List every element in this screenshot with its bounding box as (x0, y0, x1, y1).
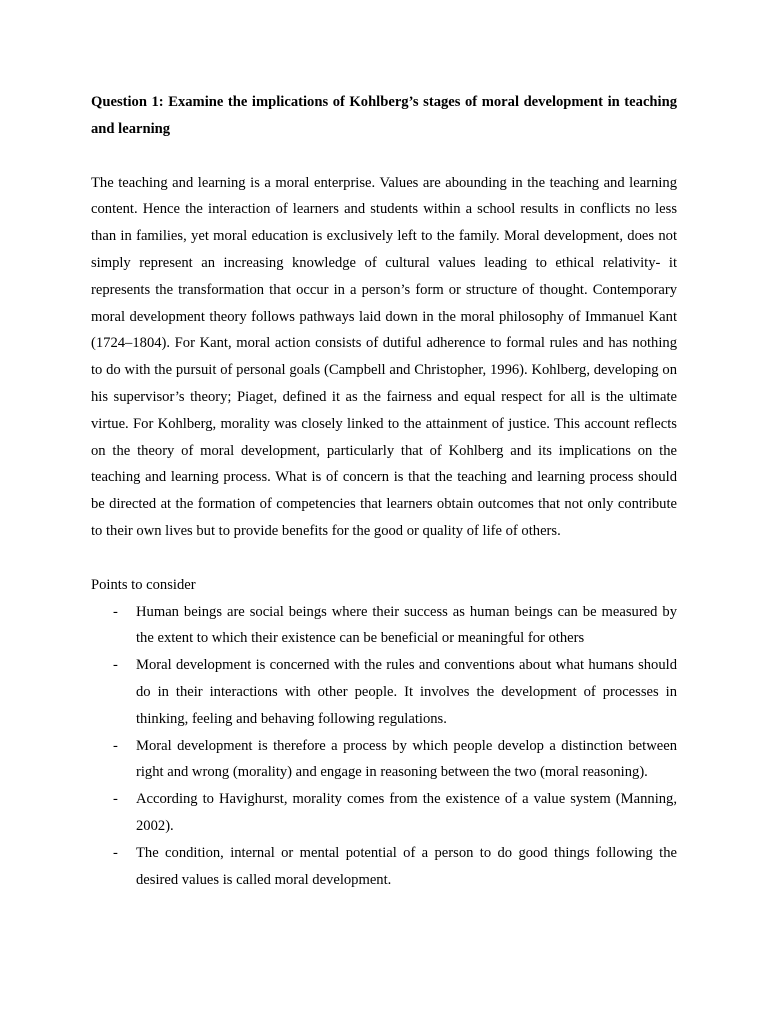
list-item (91, 652, 677, 732)
list-item-text: According to Havighurst, morality comes from the existence of a value system (Manning, 2002). (136, 791, 677, 834)
list-item-text: Human beings are social beings where their success as human beings can be measured by the extent to which their existence can be beneficial or meaningful for others (136, 603, 677, 647)
list-item-text: Moral development is concerned with the rules and conventions about what humans should do in their interactions with other people. It involves the development of processes in thinking, feeling and behaving following regulations. (136, 657, 677, 727)
bullet-dash: - (113, 603, 118, 620)
bullet-dash: - (113, 737, 118, 754)
points-heading: Points to consider (91, 576, 196, 593)
bullet-dash: - (113, 844, 118, 861)
bullet-dash: - (113, 791, 118, 808)
bullet-dash: - (113, 657, 118, 674)
list-item (91, 786, 677, 840)
list-item (91, 840, 677, 894)
body-paragraph: The teaching and learning is a moral enterprise. Values are abounding in the teaching and learning content. Hence the interaction of learners and students within a school results in conflicts no less than in families, yet moral education is exclusively left to the family. Moral development, does not simply represent an increasing knowledge of cultural values leading to ethical relativity- it represents the transformation that occur in a person’s form or structure of thought. Contemporary moral development theory follows pathways laid down in the moral philosophy of Immanuel Kant (1724–1804). For Kant, moral action consists of dutiful adherence to formal rules and has nothing to do with the pursuit of personal goals (Campbell and Christopher, 1996). Kohlberg, developing on his supervisor’s theory; Piaget, defined it as the fairness and equal respect for all is the ultimate virtue. For Kohlberg, morality was closely linked to the attainment of justice. This account reflects on the theory of moral development, particularly that of Kohlberg and its implications on the teaching and learning process. What is of concern is that the teaching and learning process should be directed at the formation of competencies that learners obtain outcomes that not only contribute to their own lives but to provide benefits for the good or quality of life of others. (91, 174, 677, 539)
question-title: Question 1: Examine the implications of Kohlberg’s stages of moral development in teaching and learning (91, 94, 677, 137)
list-item-text: The condition, internal or mental potential of a person to do good things following the desired values is called moral development. (136, 844, 677, 888)
list-item (91, 599, 677, 653)
list-item (91, 733, 677, 787)
list-item-text: Moral development is therefore a process by which people develop a distinction between right and wrong (morality) and engage in reasoning between the two (moral reasoning). (136, 737, 677, 781)
document-page (91, 89, 677, 893)
points-list (91, 599, 677, 894)
